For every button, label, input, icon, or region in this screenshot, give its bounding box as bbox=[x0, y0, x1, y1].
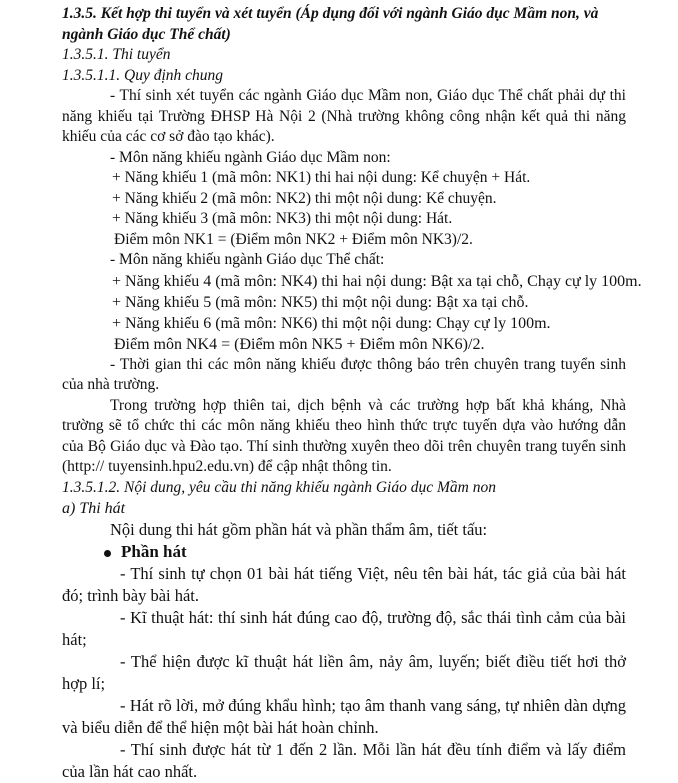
the-chat-item: + Năng khiếu 5 (mã môn: NK5) thi một nội dung: Bật xa tại chỗ. bbox=[112, 293, 529, 311]
subsection-heading-noi-dung: 1.3.5.1.2. Nội dung, yêu cầu thi năng khiếu ngành Giáo dục Mầm non bbox=[62, 478, 496, 496]
the-chat-item: + Năng khiếu 4 (mã môn: NK4) thi hai nội dung: Bật xa tại chỗ, Chạy cự ly 100m. bbox=[112, 272, 642, 290]
the-chat-item: + Năng khiếu 6 (mã môn: NK6) thi một nội dung: Chạy cự ly 100m. bbox=[112, 314, 551, 332]
the-chat-formula: Điểm môn NK4 = (Điểm môn NK5 + Điểm môn NK6)/2. bbox=[114, 335, 485, 353]
singing-requirement-item: - Hát rõ lời, mở đúng khẩu hình; tạo âm thanh vang sáng, tự nhiên dàn dựng và biểu diễn để thể hiện một bài hát hoàn chỉnh. bbox=[62, 696, 626, 737]
singing-requirement-item: - Thể hiện được kĩ thuật hát liền âm, nảy âm, luyến; biết điều tiết hơi thở hợp lí; bbox=[62, 652, 626, 693]
section-title: 1.3.5. Kết hợp thi tuyển và xét tuyển (Áp dụng đối với ngành Giáo dục Mầm non, và ngành Giáo dục Thể chất) bbox=[62, 5, 599, 43]
paragraph-exam-time: - Thời gian thi các môn năng khiếu được thông báo trên chuyên trang tuyển sinh của nhà trường. bbox=[62, 355, 626, 393]
bullet-dot-icon bbox=[104, 550, 111, 557]
the-chat-subjects-title: - Môn năng khiếu ngành Giáo dục Thể chất: bbox=[110, 251, 385, 268]
singing-requirement-item: - Kĩ thuật hát: thí sinh hát đúng cao độ, trường độ, sắc thái tình cảm của bài hát; bbox=[62, 608, 626, 649]
subsection-heading-thi-hat: a) Thi hát bbox=[62, 500, 126, 517]
subsection-heading-thi-tuyen: 1.3.5.1. Thi tuyển bbox=[62, 46, 171, 63]
paragraph-general-rule: - Thí sinh xét tuyển các ngành Giáo dục Mầm non, Giáo dục Thể chất phải dự thi năng khiếu tại Trường ĐHSP Hà Nội 2 (Nhà trường không công nhận kết quả thi năng khiếu của các cơ sở đào tạo khác). bbox=[62, 87, 626, 145]
mam-non-formula: Điểm môn NK1 = (Điểm môn NK2 + Điểm môn NK3)/2. bbox=[114, 230, 473, 248]
subsection-heading-quy-dinh-chung: 1.3.5.1.1. Quy định chung bbox=[62, 66, 224, 84]
paragraph-singing-content: Nội dung thi hát gồm phần hát và phần thẩm âm, tiết tấu: bbox=[110, 520, 488, 539]
mam-non-item: + Năng khiếu 1 (mã môn: NK1) thi hai nội dung: Kể chuyện + Hát. bbox=[112, 169, 531, 186]
singing-requirement-item: - Thí sinh được hát từ 1 đến 2 lần. Mỗi lần hát đều tính điểm và lấy điểm của lần hát cao nhất. bbox=[62, 740, 626, 781]
mam-non-item: + Năng khiếu 2 (mã môn: NK2) thi một nội dung: Kể chuyện. bbox=[112, 189, 497, 207]
mam-non-subjects-title: - Môn năng khiếu ngành Giáo dục Mầm non: bbox=[110, 148, 391, 166]
singing-requirement-item: - Thí sinh tự chọn 01 bài hát tiếng Việt, nêu tên bài hát, tác giả của bài hát đó; trình bày bài hát. bbox=[62, 564, 626, 605]
paragraph-force-majeure: Trong trường hợp thiên tai, dịch bệnh và các trường hợp bất khả kháng, Nhà trường sẽ tổ chức thi các môn năng khiếu theo hình thức trực tuyến dựa vào hướng dẫn của Bộ Giáo dục và Đào tạo. Thí sinh thường xuyên theo dõi trên chuyên trang tuyển sinh (http:// tuyensinh.hpu2.edu.vn) để cập nhật thông tin. bbox=[62, 396, 626, 475]
bullet-heading-label: Phần hát bbox=[121, 542, 187, 561]
bullet-heading-phan-hat bbox=[62, 541, 626, 563]
mam-non-item: + Năng khiếu 3 (mã môn: NK3) thi một nội dung: Hát. bbox=[112, 210, 453, 227]
